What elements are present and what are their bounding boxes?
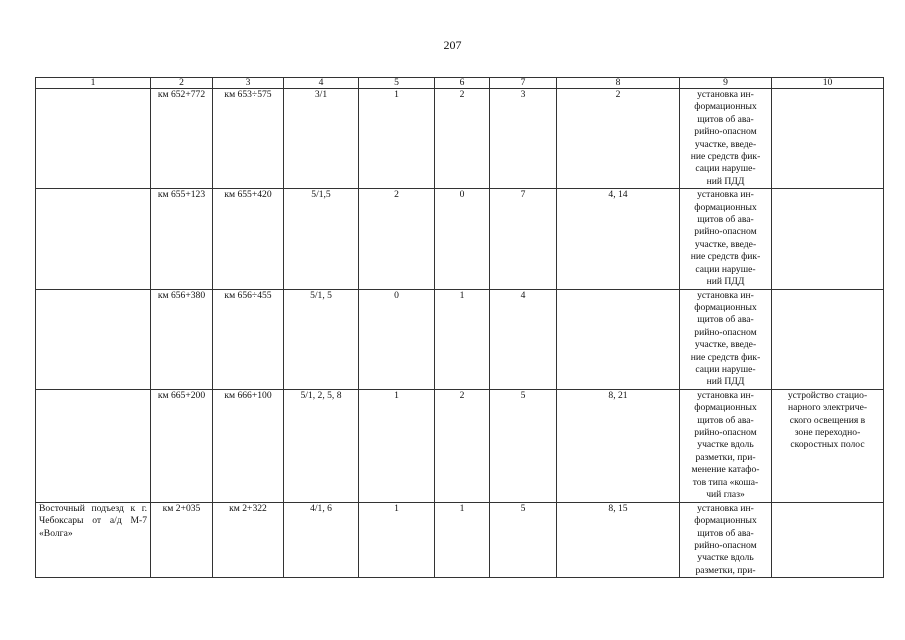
col7-cell: 5 [490, 502, 557, 577]
col-header-9: 9 [680, 78, 772, 89]
page-number: 207 [443, 38, 462, 52]
col5-cell: 0 [359, 289, 435, 389]
col8-cell: 2 [557, 89, 680, 189]
col6-cell: 1 [435, 289, 490, 389]
col7-cell: 5 [490, 389, 557, 502]
col7-cell: 3 [490, 89, 557, 189]
km-end-cell: км 2+322 [213, 502, 284, 577]
col4-cell: 3/1 [284, 89, 359, 189]
header-row [36, 78, 884, 89]
col7-cell: 7 [490, 189, 557, 289]
col-header-4: 4 [284, 78, 359, 89]
extra-measures-cell [772, 502, 884, 577]
col6-cell: 2 [435, 389, 490, 502]
col7-cell: 4 [490, 289, 557, 389]
col-header-1: 1 [36, 78, 151, 89]
extra-measures-cell [772, 89, 884, 189]
km-start-cell: км 656+380 [151, 289, 213, 389]
col5-cell: 2 [359, 189, 435, 289]
col6-cell: 1 [435, 502, 490, 577]
table-row [36, 89, 884, 189]
col5-cell: 1 [359, 389, 435, 502]
table-row [36, 289, 884, 389]
table-row [36, 389, 884, 502]
col-header-6: 6 [435, 78, 490, 89]
measures-cell: установка ин- формационных щитов об ава- рийно-опасном участке вдоль разметки, при- [680, 502, 772, 577]
measures-cell: установка ин- формационных щитов об ава- рийно-опасном участке, введе- ние средств фик- сации наруше- ний ПДД [680, 289, 772, 389]
km-start-cell: км 2+035 [151, 502, 213, 577]
measures-cell: установка ин- формационных щитов об ава- рийно-опасном участке, введе- ние средств фик- сации наруше- ний ПДД [680, 89, 772, 189]
measures-cell: установка ин- формационных щитов об ава- рийно-опасном участке, введе- ние средств фик- сации наруше- ний ПДД [680, 189, 772, 289]
km-end-cell: км 653÷575 [213, 89, 284, 189]
col8-cell [557, 289, 680, 389]
road-name-cell: Восточный подъезд к г. Чебоксары от а/д М-7 «Волга» [36, 502, 151, 577]
col8-cell: 4, 14 [557, 189, 680, 289]
km-start-cell: км 652+772 [151, 89, 213, 189]
col-header-10: 10 [772, 78, 884, 89]
km-end-cell: км 655+420 [213, 189, 284, 289]
extra-measures-cell [772, 289, 884, 389]
extra-measures-cell: устройство стацио- нарного электриче- ского освещения в зоне переходно- скоростных полос [772, 389, 884, 502]
road-name-cell [36, 389, 151, 502]
col6-cell: 0 [435, 189, 490, 289]
road-name-cell [36, 189, 151, 289]
col5-cell: 1 [359, 502, 435, 577]
col4-cell: 5/1, 2, 5, 8 [284, 389, 359, 502]
km-start-cell: км 655+123 [151, 189, 213, 289]
col-header-3: 3 [213, 78, 284, 89]
col8-cell: 8, 21 [557, 389, 680, 502]
col8-cell: 8, 15 [557, 502, 680, 577]
col-header-7: 7 [490, 78, 557, 89]
road-name-cell [36, 89, 151, 189]
km-start-cell: км 665+200 [151, 389, 213, 502]
col-header-5: 5 [359, 78, 435, 89]
km-end-cell: км 666+100 [213, 389, 284, 502]
table-row [36, 189, 884, 289]
extra-measures-cell [772, 189, 884, 289]
col4-cell: 5/1,5 [284, 189, 359, 289]
col4-cell: 4/1, 6 [284, 502, 359, 577]
col5-cell: 1 [359, 89, 435, 189]
col-header-2: 2 [151, 78, 213, 89]
table-row [36, 502, 884, 577]
measures-cell: установка ин- формационных щитов об ава- рийно-опасном участке вдоль разметки, при- менение катафо- тов типа «коша- чий глаз» [680, 389, 772, 502]
km-end-cell: км 656÷455 [213, 289, 284, 389]
col6-cell: 2 [435, 89, 490, 189]
col4-cell: 5/1, 5 [284, 289, 359, 389]
col-header-8: 8 [557, 78, 680, 89]
road-name-cell [36, 289, 151, 389]
accident-sites-table [35, 77, 884, 578]
